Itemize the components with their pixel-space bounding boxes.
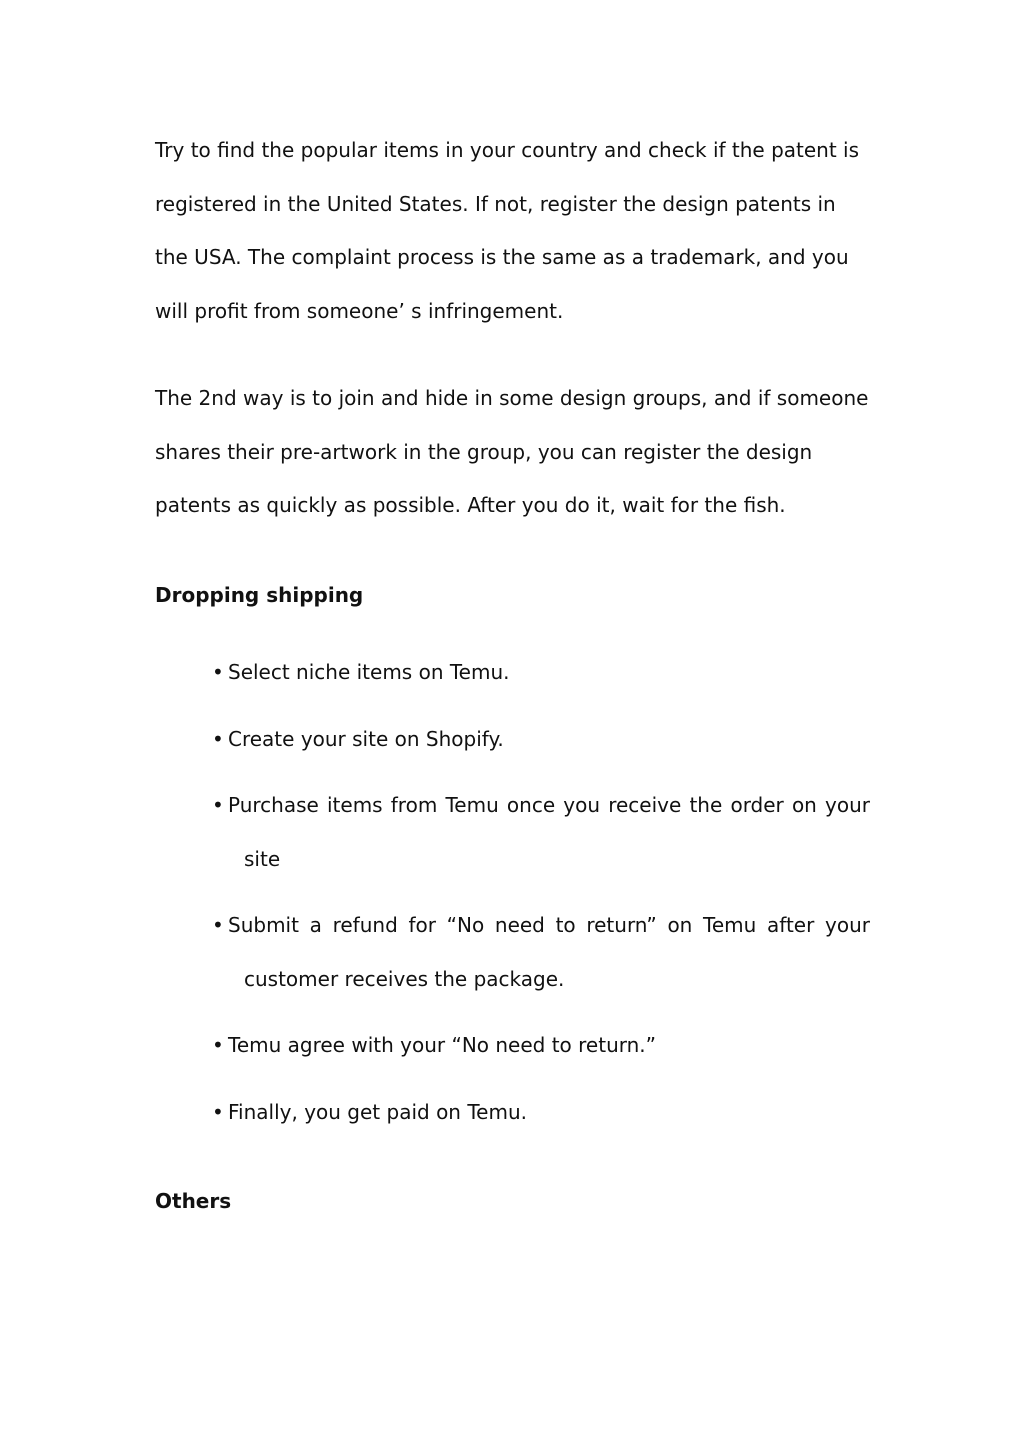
paragraph-design-groups: The 2nd way is to join and hide in some design groups, and if someone shares their pre-artwork in the group, you can register the design patents as quickly as possible. After you do it, wait for the fish.	[155, 386, 869, 517]
bullet-icon: •	[212, 793, 224, 817]
list-item	[212, 1019, 870, 1073]
bullet-icon: •	[212, 1033, 224, 1057]
list-item	[212, 1086, 870, 1140]
list-item-text: Select niche items on Temu.	[228, 660, 510, 684]
list-item	[212, 899, 870, 1006]
section-heading-others: Others	[155, 1189, 232, 1213]
list-item	[212, 646, 870, 700]
bullet-icon: •	[212, 727, 224, 751]
list-item-text: Purchase items from Temu once you receive the order on your site	[228, 793, 870, 871]
list-item	[212, 713, 870, 767]
list-item	[212, 779, 870, 886]
bullet-icon: •	[212, 1100, 224, 1124]
list-item-text: Finally, you get paid on Temu.	[228, 1100, 527, 1124]
section-heading-dropshipping: Dropping shipping	[155, 583, 364, 607]
list-item-text: Temu agree with your “No need to return.”	[228, 1033, 657, 1057]
list-item-text: Create your site on Shopify.	[228, 727, 504, 751]
list-item-text: Submit a refund for “No need to return” on Temu after your customer receives the package.	[228, 913, 870, 991]
bullet-icon: •	[212, 913, 224, 937]
bullet-icon: •	[212, 660, 224, 684]
paragraph-patent-registration: Try to find the popular items in your country and check if the patent is registered in the United States. If not, register the design patents in the USA. The complaint process is the same as a trademark, and you will profit from someone’ s infringement.	[155, 138, 860, 323]
